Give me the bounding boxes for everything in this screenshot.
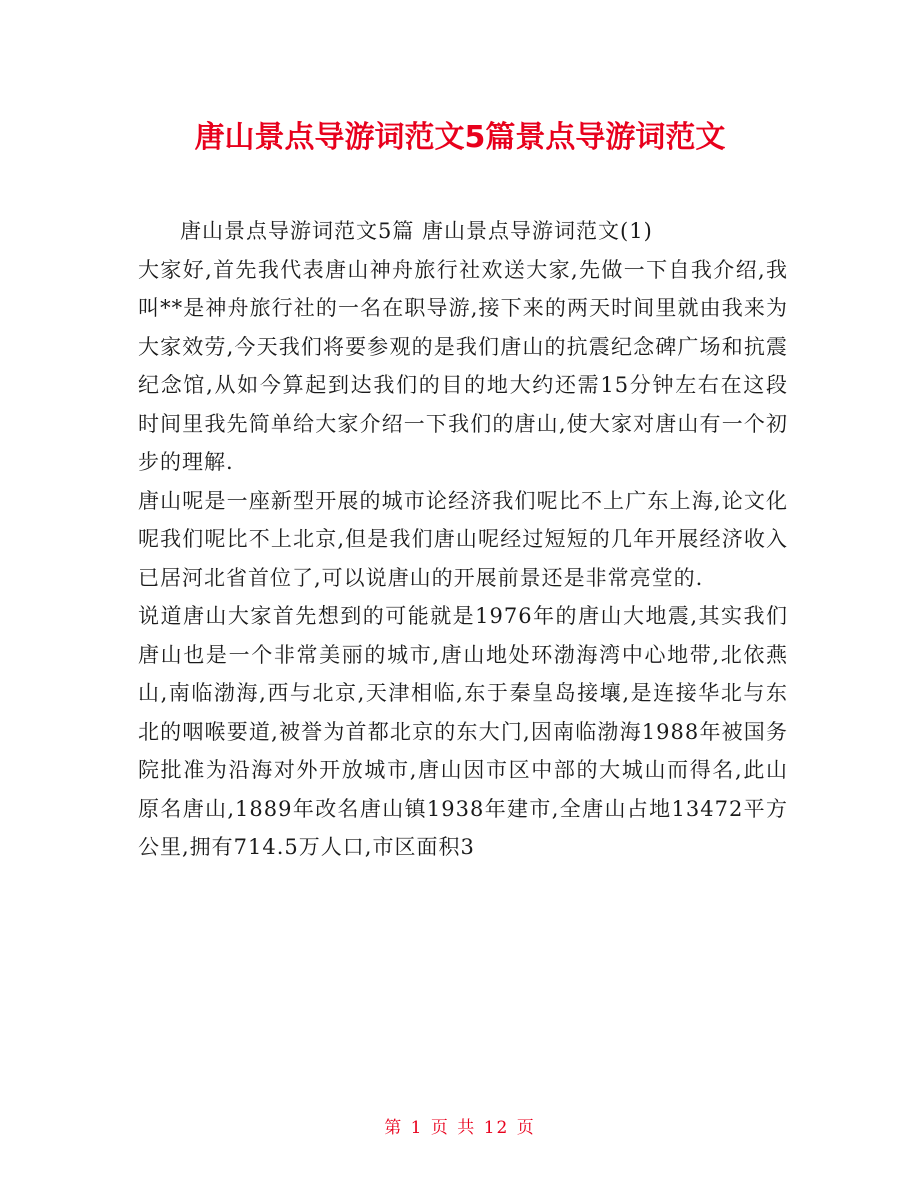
page-number-footer: 第 1 页 共 12 页 xyxy=(384,1118,536,1138)
document-subtitle: 唐山景点导游词范文5篇 唐山景点导游词范文(1) xyxy=(180,219,653,243)
paragraph-1: 大家好,首先我代表唐山神舟旅行社欢送大家,先做一下自我介绍,我叫**是神舟旅行社的一名在职导游,接下来的两天时间里就由我来为大家效劳,今天我们将要参观的是我们唐山的抗震纪念碑广场和抗震纪念馆,从如今算起到达我们的目的地大约还需15分钟左右在这段时间里我先简单给大家介绍一下我们的唐山,使大家对唐山有一个初步的理解. xyxy=(138,257,788,474)
paragraph-3: 说道唐山大家首先想到的可能就是1976年的唐山大地震,其实我们唐山也是一个非常美丽的城市,唐山地处环渤海湾中心地带,北依燕山,南临渤海,西与北京,天津相临,东于秦皇岛接壤,是连接华北与东北的咽喉要道,被誉为首都北京的东大门,因南临渤海1988年被国务院批准为沿海对外开放城市,唐山因市区中部的大城山而得名,此山原名唐山,1889年改名唐山镇1938年建市,全唐山占地13472平方公里,拥有714.5万人口,市区面积3 xyxy=(138,604,788,859)
paragraph-2: 唐山呢是一座新型开展的城市论经济我们呢比不上广东上海,论文化呢我们呢比不上北京,但是我们唐山呢经过短短的几年开展经济收入已居河北省首位了,可以说唐山的开展前景还是非常亮堂的. xyxy=(138,488,788,590)
document-title: 唐山景点导游词范文5篇景点导游词范文 xyxy=(194,120,726,155)
document-body xyxy=(138,212,788,867)
